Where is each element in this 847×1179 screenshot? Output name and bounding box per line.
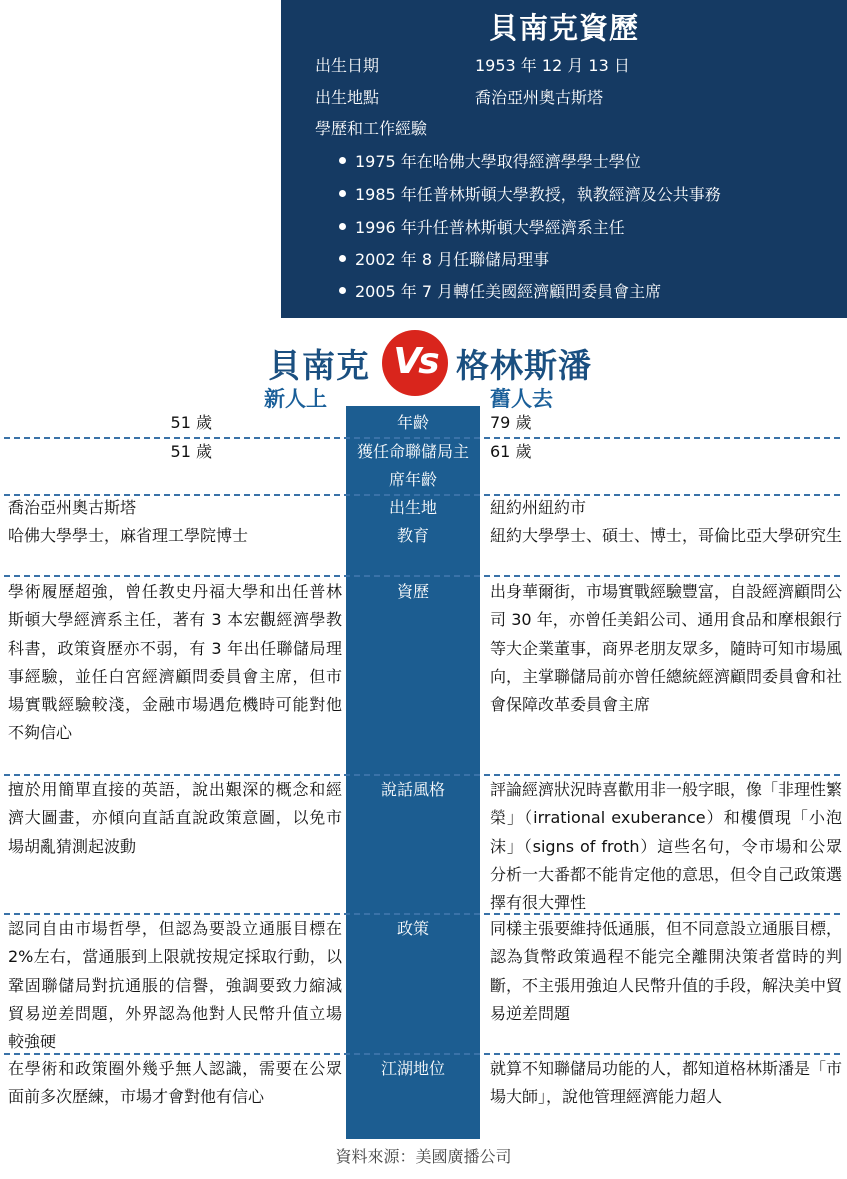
row-label-age: 年齡 (396, 413, 429, 432)
birth-date-value: 1953 年 12 月 13 日 (475, 56, 630, 75)
bullet-icon (339, 190, 346, 197)
right-age: 79 歲 (490, 413, 532, 432)
left-speaking-style: 擅於用簡單直接的英語，說出艱深的概念和經濟大圖畫，亦傾向直話直說政策意圖，以免市場胡亂猜測起波動 (8, 780, 342, 856)
row-label-birthplace: 出生地 (388, 498, 437, 517)
right-credentials: 出身華爾街，市場實戰經驗豐富，自設經濟顧問公司 30 年，亦曾任美鋁公司、通用食品和摩根銀行等大企業董事，商界老朋友眾多，隨時可知市場風向，主掌聯儲局前亦曾任總統經濟顧問委員會和社會保障改革委員會主席 (490, 582, 843, 715)
left-standing: 在學術和政策圈外幾乎無人認識，需要在公眾面前多次歷練，市場才會對他有信心 (8, 1059, 342, 1107)
career-item: 2005 年 7 月轉任美國經濟顧問委員會主席 (339, 282, 661, 302)
row-divider (4, 575, 840, 577)
right-person-name: 格林斯潘 (456, 346, 592, 385)
left-birthplace: 喬治亞州奧古斯塔 (8, 498, 137, 517)
right-appointment-age: 61 歲 (490, 442, 532, 461)
career-item: 2002 年 8 月任聯儲局理事 (339, 250, 549, 270)
profile-title: 貝南克資歷 (488, 11, 639, 45)
row-label-credentials: 資歷 (396, 582, 429, 601)
vs-badge: Vs (382, 330, 448, 396)
bullet-icon (339, 287, 346, 294)
left-person-name: 貝南克 (268, 346, 370, 385)
left-education: 哈佛大學學士，麻省理工學院博士 (8, 526, 249, 545)
profile-box (281, 0, 847, 318)
source-note: 資料來源：美國廣播公司 (335, 1147, 512, 1166)
bullet-icon (339, 157, 346, 164)
bullet-icon (339, 223, 346, 230)
right-subtitle: 舊人去 (490, 387, 553, 411)
birthplace-label: 出生地點 (315, 88, 380, 107)
right-speaking-style: 評論經濟狀況時喜歡用非一般字眼，像「非理性繁榮」（irrational exuberance）和樓價現「小泡沫」（signs of froth）這些名句，令市場和公眾分析一大番都不能肯定他的意思，但令自己政策選擇有很大彈性 (490, 780, 843, 913)
row-label-appointment-age: 獲任命聯儲局主席年齡 (356, 442, 469, 489)
birth-date-label: 出生日期 (315, 56, 380, 75)
left-appointment-age: 51 歲 (170, 442, 212, 461)
left-credentials: 學術履歷超強，曾任教史丹福大學和出任普林斯頓大學經濟系主任，著有 3 本宏觀經濟學教科書，政策資歷亦不弱，有 3 年出任聯儲局理事經驗，並任白宮經濟顧問委員會主席，但市場實戰經驗較淺，金融市場遇危機時可能對他不夠信心 (8, 582, 342, 743)
career-item: 1996 年升任普林斯頓大學經濟系主任 (339, 218, 625, 238)
career-label: 學歷和工作經驗 (315, 119, 428, 138)
career-item: 1975 年在哈佛大學取得經濟學學士學位 (339, 152, 641, 172)
left-subtitle: 新人上 (264, 387, 327, 411)
row-label-education: 教育 (396, 526, 429, 545)
row-label-standing: 江湖地位 (380, 1059, 445, 1078)
right-birthplace: 紐約州紐約市 (490, 498, 587, 517)
bullet-icon (339, 255, 346, 262)
right-standing: 就算不知聯儲局功能的人，都知道格林斯潘是「市場大師」，說他管理經濟能力超人 (490, 1059, 843, 1107)
birthplace-value: 喬治亞州奧古斯塔 (475, 88, 604, 107)
left-policy: 認同自由市場哲學，但認為要設立通脹目標在 2%左右，當通脹到上限就按規定採取行動，以鞏固聯儲局對抗通脹的信譽，強調要致力縮減貿易逆差問題，外界認為他對人民幣升值立場較強硬 (8, 919, 342, 1052)
right-policy: 同樣主張要維持低通脹，但不同意設立通脹目標，認為貨幣政策過程不能完全離開決策者當時的判斷，不主張用強迫人民幣升值的手段，解決美中貿易逆差問題 (490, 919, 843, 1023)
career-item: 1985 年任普林斯頓大學教授，執教經濟及公共事務 (339, 185, 721, 205)
right-education: 紐約大學學士、碩士、博士，哥倫比亞大學研究生 (490, 526, 843, 545)
left-age: 51 歲 (170, 413, 212, 432)
row-label-speaking-style: 說話風格 (380, 780, 445, 799)
row-label-policy: 政策 (396, 919, 429, 938)
